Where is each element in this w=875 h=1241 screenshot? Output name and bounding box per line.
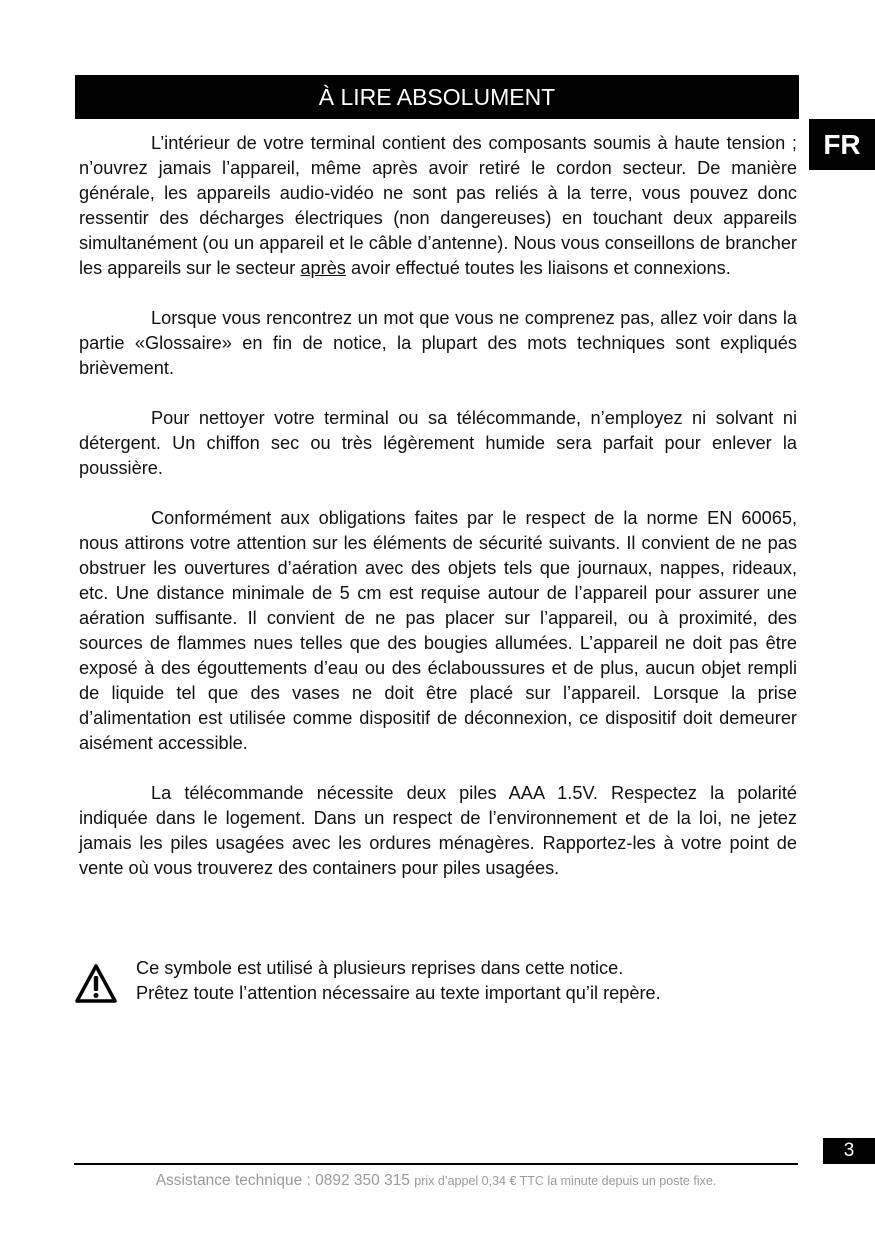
footer-support: Assistance technique : 0892 350 315 (155, 1172, 410, 1189)
main-content (79, 131, 797, 906)
paragraph-glossary: Lorsque vous rencontrez un mot que vous ne comprenez pas, allez voir dans la partie «Glossaire» en fin de notice, la plupart des mots techniques sont expliqués brièvement. (79, 308, 797, 378)
page-number: 3 (823, 1138, 875, 1164)
paragraph-standard: Conformément aux obligations faites par le respect de la norme EN 60065, nous attirons votre attention sur les éléments de sécurité suivants. Il convient de ne pas obstruer les ouvertures d’aération avec des objets tels que journaux, nappes, rideaux, etc. Une distance minimale de 5 cm est requise autour de l’appareil pour assurer une aération suffisante. Il convient de ne pas placer sur l’appareil, ou à proximité, des sources de flammes nues telles que des bougies allumées. L’appareil ne doit pas être exposé à des égouttements d’eau ou des éclaboussures et de plus, aucun objet rempli de liquide tel que des vases ne doit être placé sur l’appareil. Lorsque la prise d’alimentation est utilisée comme dispositif de déconnexion, ce dispositif doit demeurer aisément accessible. (79, 508, 797, 753)
paragraph-safety (79, 131, 797, 281)
warning-line-2: Prêtez toute l’attention nécessaire au texte important qu’il repère. (136, 983, 661, 1003)
paragraph-safety-text: L’intérieur de votre terminal contient des composants soumis à haute tension ; n’ouvrez jamais l’appareil, même après avoir retiré le cordon secteur. De manière générale, les appareils audio-vidéo ne sont pas reliés à la terre, vous pouvez donc ressentir des décharges électriques (non dangereuses) en touchant deux appareils simultanément (ou un appareil et le câble d’antenne). Nous vous conseillons de brancher les appareils sur le secteur (79, 133, 797, 278)
footer-price-note: prix d’appel 0,34 € TTC la minute depuis un poste fixe. (414, 1174, 717, 1188)
paragraph-batteries: La télécommande nécessite deux piles AAA 1.5V. Respectez la polarité indiquée dans le logement. Dans un respect de l’environnement et de la loi, ne jetez jamais les piles usagées avec les ordures ménagères. Rapportez-les à votre point de vente où vous trouverez des containers pour piles usagées. (79, 783, 797, 878)
warning-text (136, 956, 661, 1006)
footer (74, 1172, 798, 1190)
language-tab: FR (809, 119, 875, 170)
page-title: À LIRE ABSOLUMENT (75, 75, 799, 119)
footer-divider (74, 1163, 798, 1165)
warning-triangle-icon (74, 962, 118, 1006)
paragraph-safety-end: avoir effectué toutes les liaisons et connexions. (350, 258, 731, 278)
warning-note (74, 956, 798, 1006)
paragraph-cleaning: Pour nettoyer votre terminal ou sa télécommande, n’employez ni solvant ni détergent. Un chiffon sec ou très légèrement humide sera parfait pour enlever la poussière. (79, 408, 797, 478)
underlined-word: après (300, 258, 346, 278)
warning-line-1: Ce symbole est utilisé à plusieurs reprises dans cette notice. (136, 958, 624, 978)
